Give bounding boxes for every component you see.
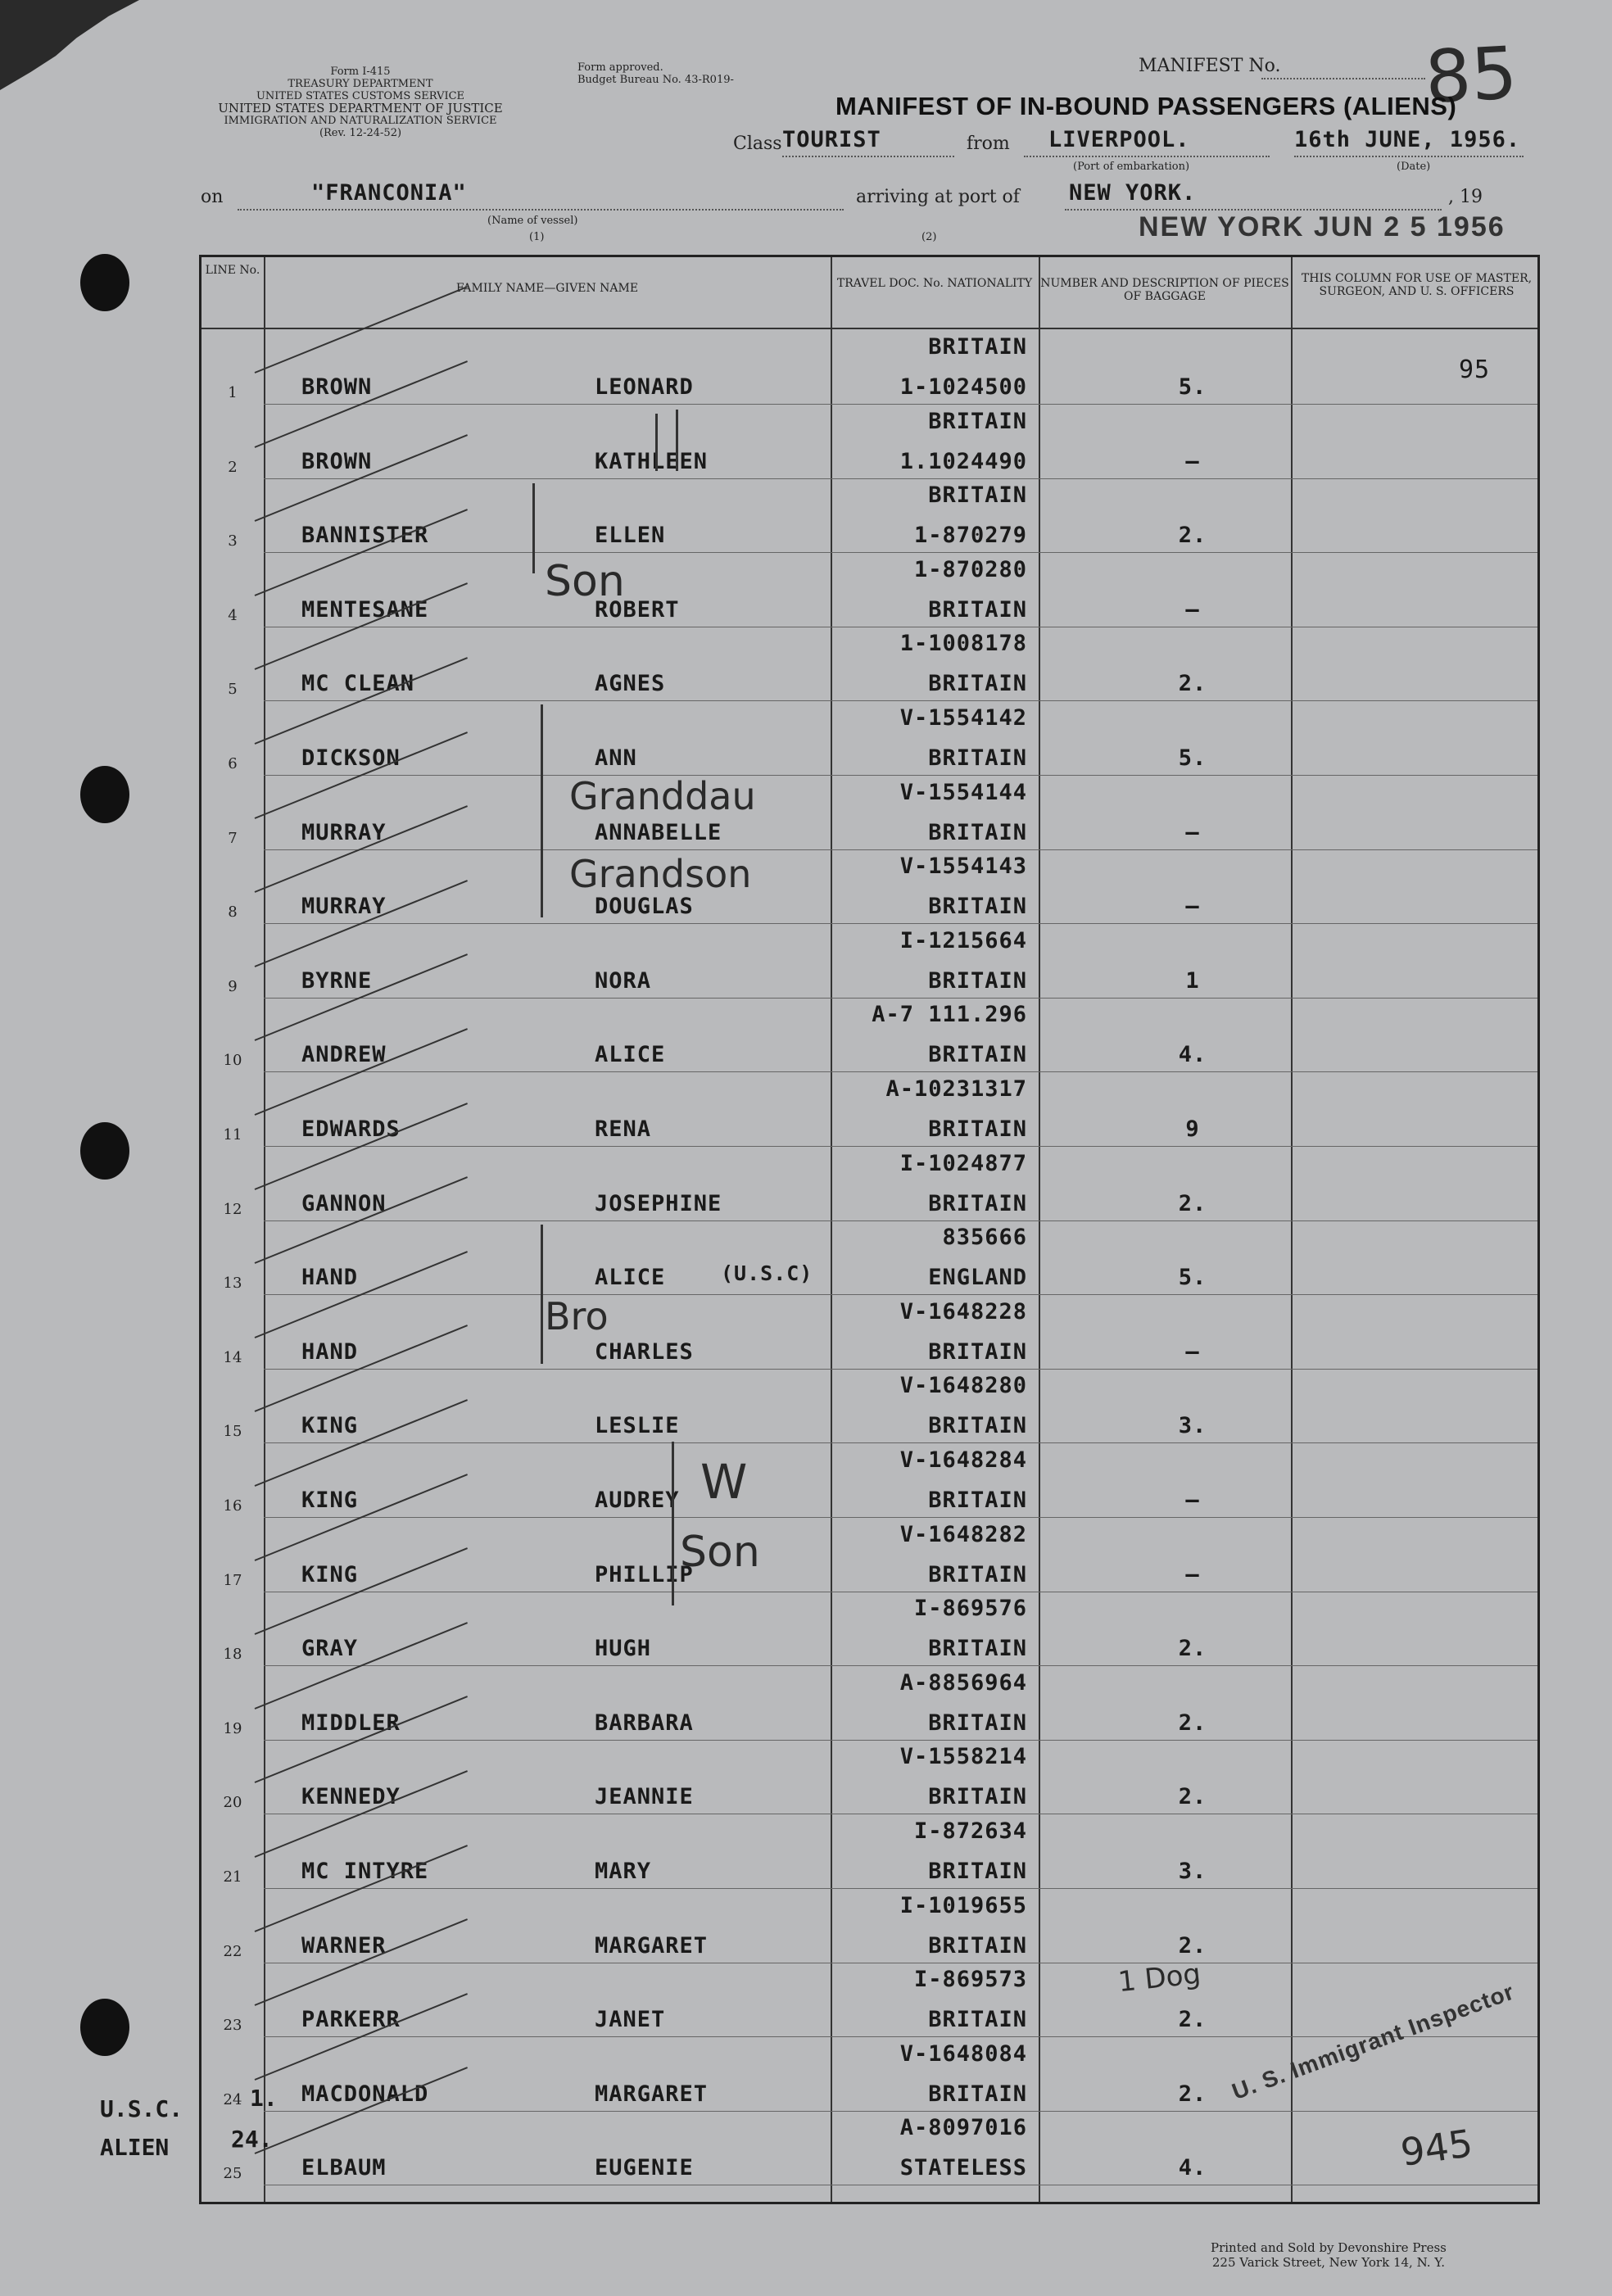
printer-imprint — [1211, 2240, 1447, 2270]
line-number: 17 — [223, 1571, 242, 1589]
punch-hole — [80, 766, 129, 823]
table-row — [202, 925, 1537, 999]
baggage-count: – — [1185, 1488, 1200, 1513]
manifest-no-label: MANIFEST No. — [1139, 56, 1281, 76]
imprint-line: Printed and Sold by Devonshire Press — [1211, 2240, 1447, 2255]
table-row — [202, 331, 1537, 405]
vessel-name: "FRANCONIA" — [311, 180, 467, 206]
travel-doc-line-1: V-1558214 — [899, 1744, 1027, 1770]
handwritten-note-son: Son — [545, 557, 625, 606]
given-name: JANET — [595, 2007, 666, 2033]
col-header-name: FAMILY NAME—GIVEN NAME — [455, 282, 639, 295]
line-number: 16 — [223, 1497, 242, 1515]
table-row — [202, 1073, 1537, 1147]
baggage-count: 2. — [1178, 523, 1207, 549]
given-name: RENA — [595, 1116, 652, 1142]
given-name: ROBERT — [595, 596, 680, 623]
vessel-caption: (Name of vessel) — [487, 215, 578, 227]
baggage-count: 2. — [1178, 671, 1207, 697]
travel-doc-line-1: V-1648084 — [899, 2040, 1027, 2067]
vessel-caption-num: (1) — [529, 231, 545, 243]
table-row — [202, 850, 1537, 924]
travel-doc-line-2: ENGLAND — [928, 1265, 1027, 1291]
given-name: AGNES — [595, 671, 666, 697]
line-number: 5 — [228, 681, 238, 699]
given-name: ALICE — [595, 1265, 666, 1291]
family-name: MC CLEAN — [301, 671, 415, 697]
given-name: PHILLIP — [595, 1561, 694, 1587]
col-header-officers: THIS COLUMN FOR USE OF MASTER, SURGEON, AND U. S. OFFICERS — [1301, 272, 1533, 298]
punch-hole — [80, 254, 129, 311]
handwritten-note-son-2: Son — [680, 1528, 760, 1577]
travel-doc-line-2: BRITAIN — [928, 671, 1027, 697]
travel-doc-line-2: BRITAIN — [928, 1859, 1027, 1884]
travel-doc-line-1: A-8097016 — [899, 2115, 1027, 2141]
officer-note-number: 95 — [1459, 355, 1491, 384]
family-name: ELBAUM — [301, 2155, 387, 2181]
travel-doc-line-2: BRITAIN — [928, 1042, 1027, 1068]
family-name: MACDONALD — [301, 2081, 429, 2107]
baggage-count: 2. — [1178, 2081, 1207, 2107]
table-row — [202, 554, 1537, 627]
travel-doc-line-2: BRITAIN — [928, 894, 1027, 920]
travel-doc-line-2: BRITAIN — [928, 1116, 1027, 1142]
given-name: AUDREY — [595, 1488, 680, 1513]
travel-doc-line-2: BRITAIN — [928, 1710, 1027, 1736]
table-row — [202, 1221, 1537, 1295]
date-caption: (Date) — [1397, 161, 1431, 173]
given-name: ALICE — [595, 1042, 666, 1068]
passenger-table — [199, 255, 1540, 2204]
line-number: 9 — [228, 977, 238, 995]
line-number: 20 — [223, 1794, 242, 1812]
arrival-date-stamp: NEW YORK JUN 2 5 1956 — [1139, 211, 1506, 242]
port-caption-num: (2) — [921, 231, 937, 243]
family-name: GRAY — [301, 1636, 359, 1662]
travel-doc-line-1: V-1648284 — [899, 1447, 1027, 1473]
line-number: 6 — [228, 755, 238, 772]
form-approval — [577, 61, 734, 86]
given-name: MARY — [595, 1859, 652, 1884]
form-line: TREASURY DEPARTMENT — [288, 78, 433, 90]
baggage-count: 4. — [1178, 1042, 1207, 1068]
baggage-count: 1 — [1185, 967, 1200, 994]
travel-doc-line-2: BRITAIN — [928, 1784, 1027, 1810]
given-name: BARBARA — [595, 1710, 694, 1736]
travel-doc-line-2: BRITAIN — [928, 1338, 1027, 1365]
travel-doc-line-1: V-1648228 — [899, 1298, 1027, 1325]
table-row — [202, 1890, 1537, 1963]
family-name: KING — [301, 1561, 359, 1587]
table-row — [202, 1444, 1537, 1518]
line-number: 13 — [223, 1275, 242, 1293]
travel-doc-line-2: BRITAIN — [928, 596, 1027, 623]
table-row — [202, 1815, 1537, 1889]
baggage-count: 5. — [1178, 745, 1207, 771]
family-name: BROWN — [301, 374, 373, 400]
line-number: 21 — [223, 1868, 242, 1886]
travel-doc-line-1: V-1554143 — [899, 854, 1027, 880]
col-header-line: LINE No. — [205, 264, 260, 277]
travel-doc-line-2: 1-870279 — [913, 523, 1027, 549]
col-header-doc: TRAVEL DOC. No. NATIONALITY — [836, 277, 1033, 290]
family-name: KENNEDY — [301, 1784, 401, 1810]
line-number: 24 — [223, 2090, 242, 2108]
travel-doc-line-1: V-1648280 — [899, 1373, 1027, 1399]
travel-doc-line-2: BRITAIN — [928, 1413, 1027, 1439]
baggage-count: 9 — [1185, 1116, 1200, 1142]
handwritten-note-granddau: Granddau — [569, 774, 756, 818]
travel-doc-line-1: BRITAIN — [928, 408, 1027, 434]
form-line: UNITED STATES DEPARTMENT OF JUSTICE — [218, 101, 503, 115]
travel-doc-line-1: V-1648282 — [899, 1521, 1027, 1547]
given-name: NORA — [595, 967, 652, 994]
travel-doc-line-1: 1-1008178 — [899, 631, 1027, 657]
from-label: from — [967, 134, 1010, 154]
table-row — [202, 479, 1537, 553]
family-name: KING — [301, 1413, 359, 1439]
travel-doc-line-2: BRITAIN — [928, 1488, 1027, 1513]
manifest-number: 85 — [1423, 30, 1519, 120]
punch-hole — [80, 1999, 129, 2056]
travel-doc-line-2: BRITAIN — [928, 1932, 1027, 1959]
line-number: 2 — [228, 458, 238, 476]
family-name: MURRAY — [301, 819, 387, 845]
given-name: MARGARET — [595, 1932, 709, 1959]
table-row — [202, 702, 1537, 776]
punch-hole — [80, 1122, 129, 1180]
travel-doc-line-1: I-869573 — [913, 1967, 1027, 1993]
travel-doc-line-1: V-1554144 — [899, 779, 1027, 805]
form-line: IMMIGRATION AND NATURALIZATION SERVICE — [224, 115, 497, 127]
given-name: LEONARD — [595, 374, 694, 400]
port-caption: (Port of embarkation) — [1073, 161, 1190, 173]
form-identifier — [164, 66, 557, 139]
table-row — [202, 1370, 1537, 1443]
family-name: MURRAY — [301, 894, 387, 920]
given-name: MARGARET — [595, 2081, 709, 2107]
given-name: HUGH — [595, 1636, 652, 1662]
line-number: 12 — [223, 1200, 242, 1218]
given-name: ANNABELLE — [595, 819, 722, 845]
line-number: 10 — [223, 1052, 242, 1070]
baggage-count: – — [1185, 1561, 1200, 1587]
class-label: Class — [733, 134, 782, 154]
travel-doc-line-2: BRITAIN — [928, 1561, 1027, 1587]
table-row — [202, 1592, 1537, 1666]
given-name: LESLIE — [595, 1413, 680, 1439]
baggage-count: – — [1185, 596, 1200, 623]
travel-doc-line-1: I-869576 — [913, 1596, 1027, 1622]
table-row — [202, 999, 1537, 1072]
baggage-count: – — [1185, 1338, 1200, 1365]
baggage-count: 3. — [1178, 1859, 1207, 1884]
usc-label: U.S.C. — [100, 2095, 183, 2122]
baggage-count: 2. — [1178, 1710, 1207, 1736]
travel-doc-line-1: I-1024877 — [899, 1150, 1027, 1176]
port-of-embarkation: LIVERPOOL. — [1048, 127, 1190, 152]
given-name: KATHLEEN — [595, 448, 709, 474]
family-name: BANNISTER — [301, 523, 429, 549]
travel-doc-line-1: I-1019655 — [899, 1892, 1027, 1918]
family-name: EDWARDS — [301, 1116, 401, 1142]
line-number: 22 — [223, 1942, 242, 1960]
form-line: UNITED STATES CUSTOMS SERVICE — [256, 90, 465, 102]
travel-doc-line-2: BRITAIN — [928, 819, 1027, 845]
family-name: KING — [301, 1488, 359, 1513]
line-number: 3 — [228, 532, 238, 550]
form-line: Form I-415 — [330, 66, 391, 78]
travel-doc-line-1: 1-870280 — [913, 556, 1027, 582]
travel-doc-line-2: 1.1024490 — [899, 448, 1027, 474]
port-of-arrival: NEW YORK. — [1069, 180, 1197, 206]
baggage-count: 3. — [1178, 1413, 1207, 1439]
inspector-stamp: U. S. Immigrant Inspector — [1229, 1978, 1518, 2105]
line-number: 4 — [228, 606, 238, 624]
table-row — [202, 1296, 1537, 1370]
travel-doc-line-2: BRITAIN — [928, 745, 1027, 771]
table-row — [202, 2112, 1537, 2185]
family-name: MC INTYRE — [301, 1859, 429, 1884]
line-number: 11 — [223, 1126, 242, 1143]
approval-line: Budget Bureau No. 43-R019- — [577, 74, 734, 86]
travel-doc-line-2: BRITAIN — [928, 967, 1027, 994]
travel-doc-line-1: I-1215664 — [899, 927, 1027, 953]
approval-line: Form approved. — [577, 61, 663, 74]
family-name: HAND — [301, 1338, 359, 1365]
family-name: HAND — [301, 1265, 359, 1291]
travel-doc-line-1: BRITAIN — [928, 482, 1027, 509]
alien-count: 24. — [231, 2126, 273, 2153]
line-number: 14 — [223, 1348, 242, 1366]
travel-doc-line-2: BRITAIN — [928, 1190, 1027, 1216]
travel-doc-line-2: BRITAIN — [928, 2007, 1027, 2033]
family-name: MIDDLER — [301, 1710, 401, 1736]
page-title: MANIFEST OF IN-BOUND PASSENGERS (ALIENS) — [835, 92, 1457, 120]
baggage-count: – — [1185, 894, 1200, 920]
baggage-count: 2. — [1178, 1932, 1207, 1959]
alien-label: ALIEN — [100, 2134, 170, 2161]
given-name: CHARLES — [595, 1338, 694, 1365]
family-name: GANNON — [301, 1190, 387, 1216]
given-name: EUGENIE — [595, 2155, 694, 2181]
given-name: ELLEN — [595, 523, 666, 549]
line-number: 15 — [223, 1423, 242, 1441]
travel-doc-line-1: A-8856964 — [899, 1669, 1027, 1696]
family-name: WARNER — [301, 1932, 387, 1959]
given-name: ANN — [595, 745, 637, 771]
baggage-count: 2. — [1178, 1636, 1207, 1662]
travel-doc-line-2: BRITAIN — [928, 2081, 1027, 2107]
baggage-count: – — [1185, 819, 1200, 845]
baggage-count: 2. — [1178, 1784, 1207, 1810]
family-name: MENTESANE — [301, 596, 429, 623]
given-name: JEANNIE — [595, 1784, 694, 1810]
travel-doc-line-1: A-7 111.296 — [872, 1002, 1027, 1028]
line-number: 25 — [223, 2165, 242, 2183]
line-number: 19 — [223, 1719, 242, 1737]
year-label: , 19 — [1448, 187, 1483, 207]
line-number: 18 — [223, 1646, 242, 1664]
table-row — [202, 1963, 1537, 2037]
handwritten-note-wife: W — [700, 1454, 748, 1510]
torn-corner — [0, 0, 139, 90]
line-number: 23 — [223, 2017, 242, 2035]
travel-doc-line-1: BRITAIN — [928, 334, 1027, 360]
table-row — [202, 1667, 1537, 1741]
travel-doc-line-1: V-1554142 — [899, 705, 1027, 731]
handwritten-note-grandson: Grandson — [569, 852, 752, 896]
check-mark — [255, 286, 468, 374]
table-row — [202, 1519, 1537, 1592]
baggage-count: 5. — [1178, 1265, 1207, 1291]
baggage-count: – — [1185, 448, 1200, 474]
class-value: TOURIST — [782, 127, 881, 152]
table-row — [202, 405, 1537, 479]
form-line: (Rev. 12-24-52) — [319, 127, 402, 139]
family-name: ANDREW — [301, 1042, 387, 1068]
handwritten-note-bro: Bro — [545, 1294, 609, 1338]
travel-doc-line-1: A-10231317 — [885, 1076, 1027, 1102]
travel-doc-line-2: 1-1024500 — [899, 374, 1027, 400]
family-name: DICKSON — [301, 745, 401, 771]
date-value: 16th JUNE, 1956. — [1294, 127, 1521, 152]
given-name: DOUGLAS — [595, 894, 694, 920]
col-header-baggage: NUMBER AND DESCRIPTION OF PIECES OF BAGGAGE — [1040, 277, 1289, 303]
travel-doc-line-2: BRITAIN — [928, 1636, 1027, 1662]
baggage-count: 5. — [1178, 374, 1207, 400]
family-name: BYRNE — [301, 967, 373, 994]
travel-doc-line-2: STATELESS — [899, 2155, 1027, 2181]
imprint-line: 225 Varick Street, New York 14, N. Y. — [1211, 2255, 1446, 2270]
on-label: on — [201, 187, 224, 207]
line-number: 1 — [228, 384, 238, 401]
usc-count: 1. — [250, 2085, 278, 2112]
travel-doc-line-1: 835666 — [942, 1225, 1027, 1251]
arriving-label: arriving at port of — [856, 187, 1020, 207]
table-row — [202, 1148, 1537, 1221]
baggage-count: 2. — [1178, 1190, 1207, 1216]
table-row — [202, 777, 1537, 850]
line-number: 8 — [228, 903, 238, 922]
travel-doc-line-1: I-872634 — [913, 1818, 1027, 1844]
table-row — [202, 627, 1537, 701]
baggage-count: 4. — [1178, 2155, 1207, 2181]
handwritten-tally: 945 — [1397, 2121, 1476, 2175]
baggage-count: 2. — [1178, 2007, 1207, 2033]
handwritten-note-dog: 1 Dog — [1116, 1957, 1202, 1999]
citizenship-note: (U.S.C) — [721, 1261, 813, 1286]
family-name: PARKERR — [301, 2007, 401, 2033]
given-name: JOSEPHINE — [595, 1190, 722, 1216]
table-row — [202, 1741, 1537, 1814]
family-name: BROWN — [301, 448, 373, 474]
line-number: 7 — [228, 829, 238, 847]
